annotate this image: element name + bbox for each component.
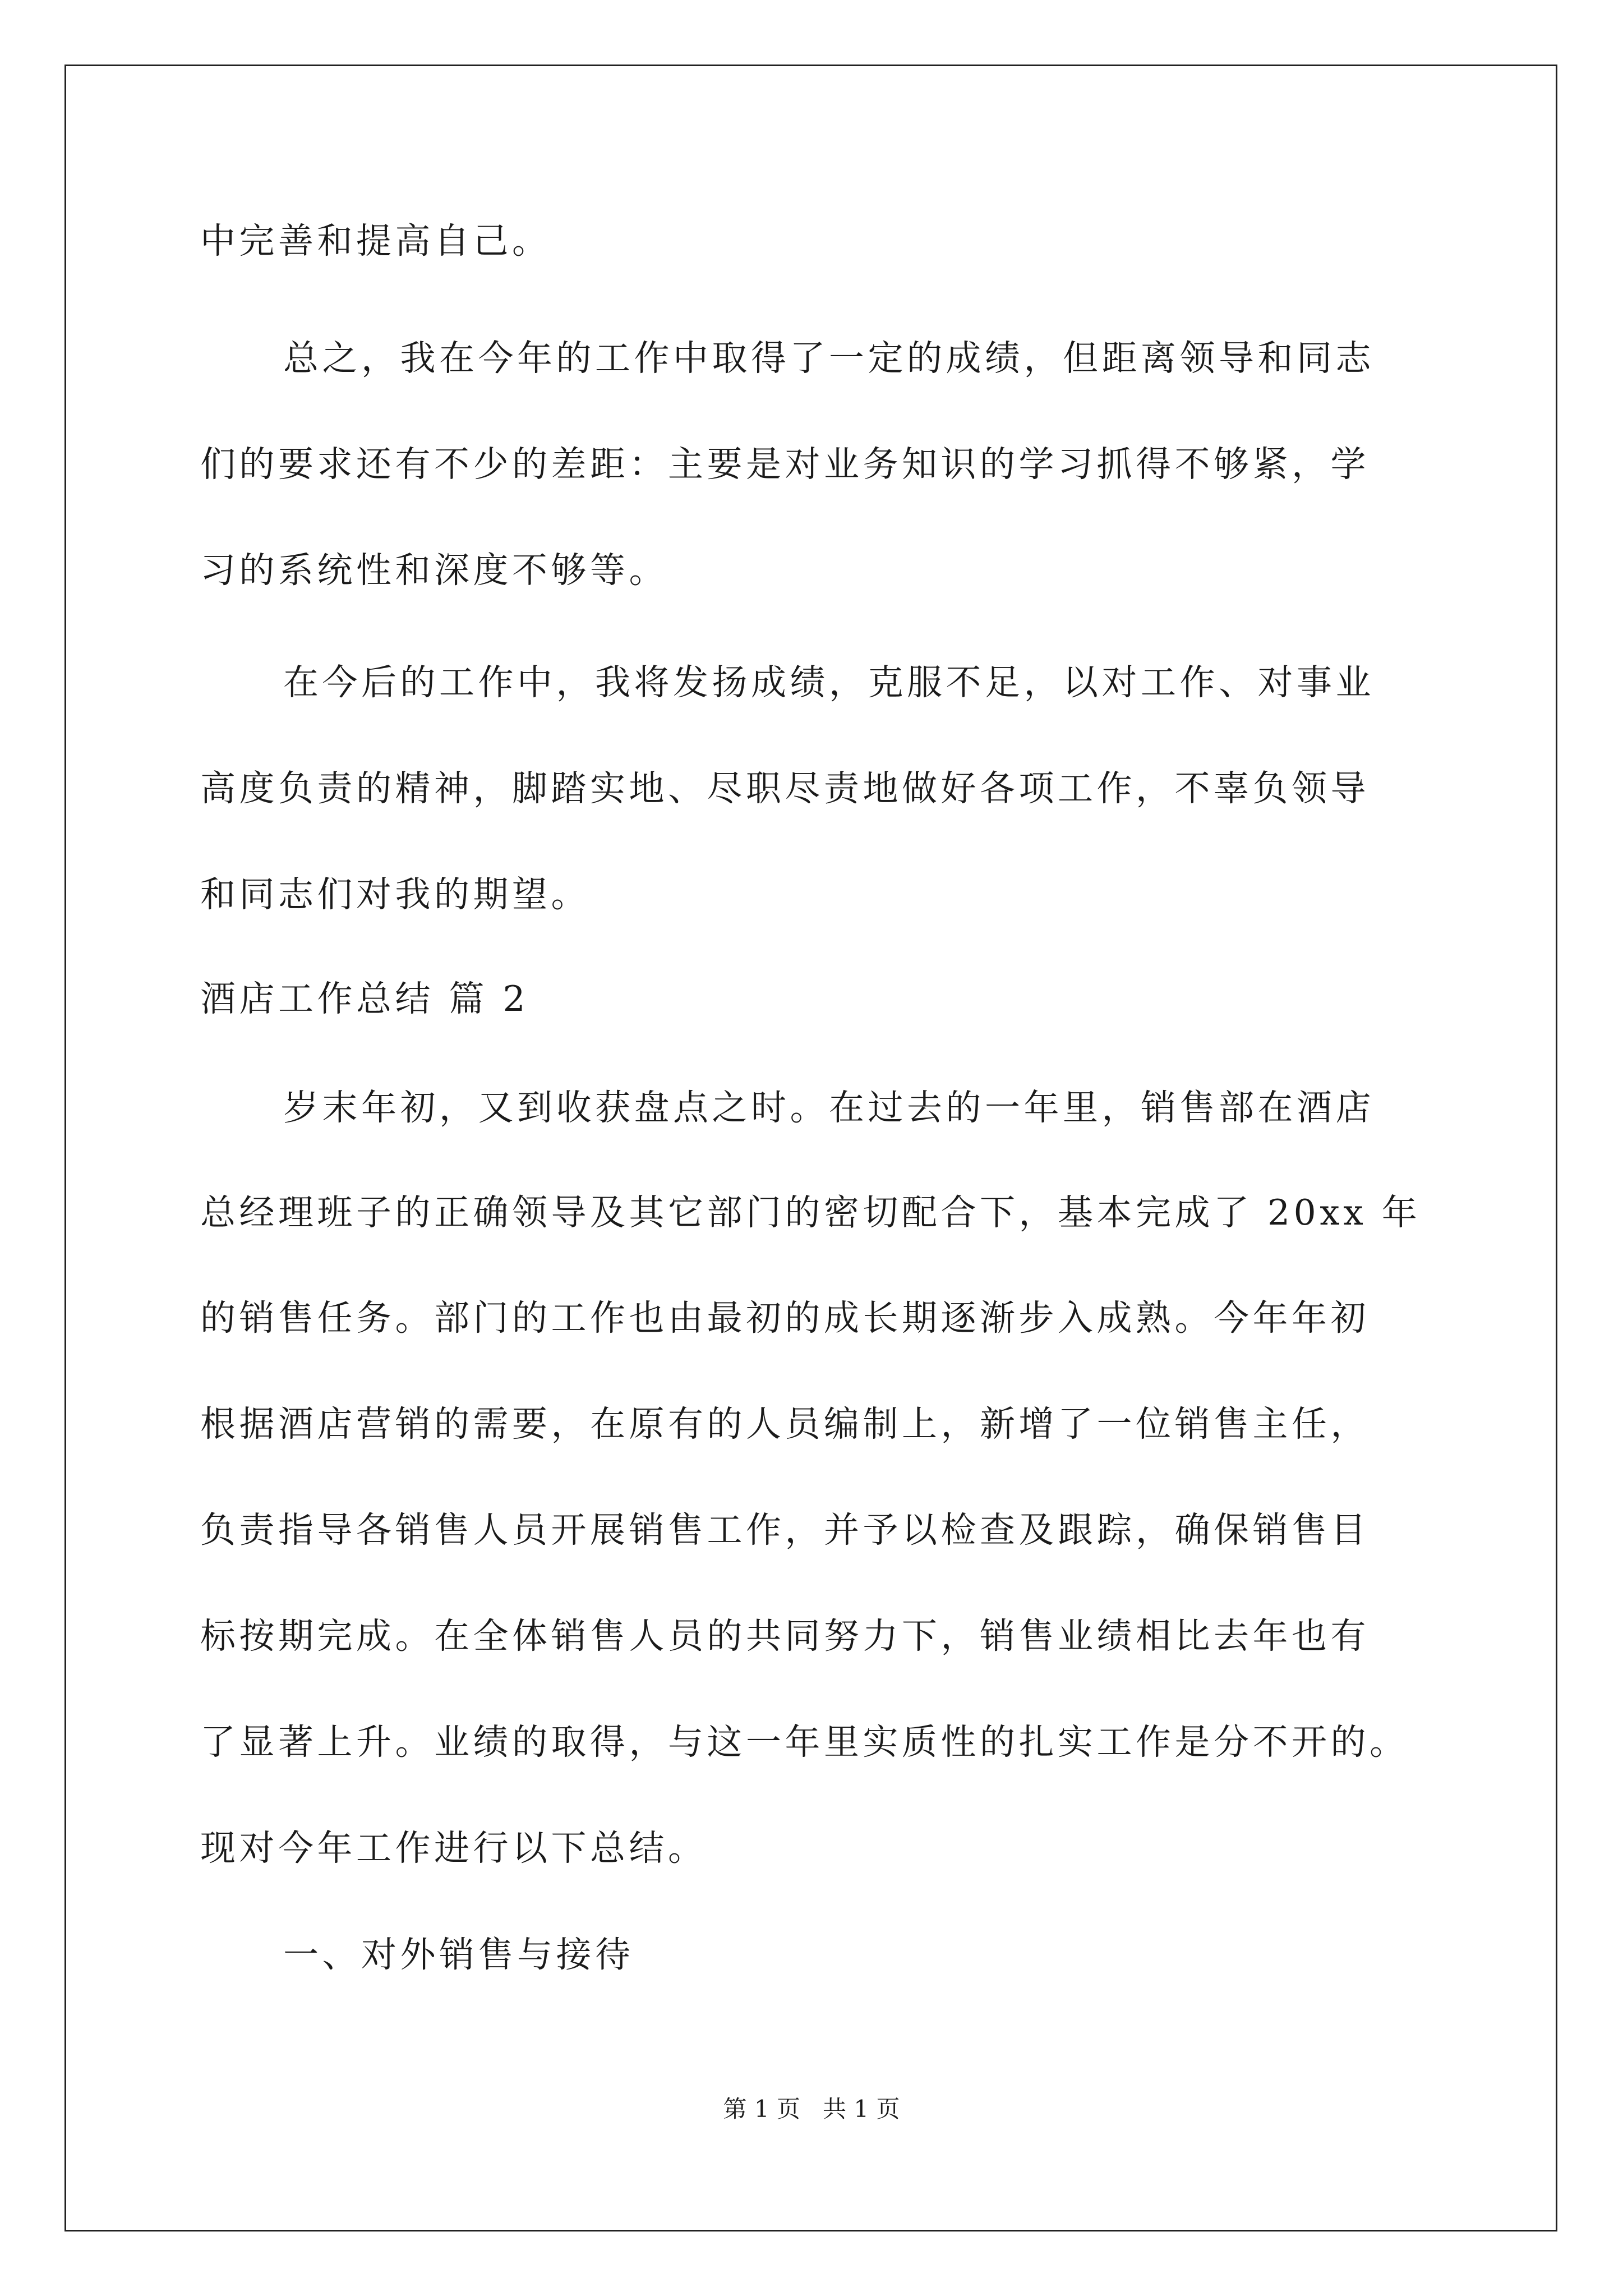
- paragraph-line: 们的要求还有不少的差距：主要是对业务知识的学习抓得不够紧，学: [200, 444, 1370, 485]
- page-footer: 第 1 页 共 1 页: [723, 2095, 900, 2123]
- paragraph-line: 和同志们对我的期望。: [200, 874, 590, 915]
- paragraph-line: 根据酒店营销的需要，在原有的人员编制上，新增了一位销售主任，: [200, 1404, 1370, 1444]
- section-heading: 酒店工作总结 篇 2: [200, 978, 529, 1019]
- paragraph-line: 了显著上升。业绩的取得，与这一年里实质性的扎实工作是分不开的。: [200, 1722, 1409, 1763]
- paragraph-line: 习的系统性和深度不够等。: [200, 550, 668, 591]
- subsection-heading: 一、对外销售与接待: [283, 1934, 634, 1975]
- paragraph-line: 总之，我在今年的工作中取得了一定的成绩，但距离领导和同志: [283, 338, 1375, 379]
- paragraph-line: 现对今年工作进行以下总结。: [200, 1828, 707, 1869]
- paragraph-line: 在今后的工作中，我将发扬成绩，克服不足，以对工作、对事业: [283, 662, 1375, 703]
- page-border: [64, 65, 1557, 2231]
- paragraph-line: 总经理班子的正确领导及其它部门的密切配合下，基本完成了 20xx 年: [200, 1192, 1421, 1233]
- paragraph-line: 岁末年初，又到收获盘点之时。在过去的一年里，销售部在酒店: [283, 1087, 1375, 1128]
- paragraph-line: 负责指导各销售人员开展销售工作，并予以检查及跟踪，确保销售目: [200, 1510, 1370, 1550]
- paragraph-line: 的销售任务。部门的工作也由最初的成长期逐渐步入成熟。今年年初: [200, 1297, 1370, 1338]
- paragraph-line: 高度负责的精神，脚踏实地、尽职尽责地做好各项工作，不辜负领导: [200, 768, 1370, 809]
- paragraph-line: 中完善和提高自己。: [200, 220, 551, 261]
- paragraph-line: 标按期完成。在全体销售人员的共同努力下，销售业绩相比去年也有: [200, 1616, 1370, 1657]
